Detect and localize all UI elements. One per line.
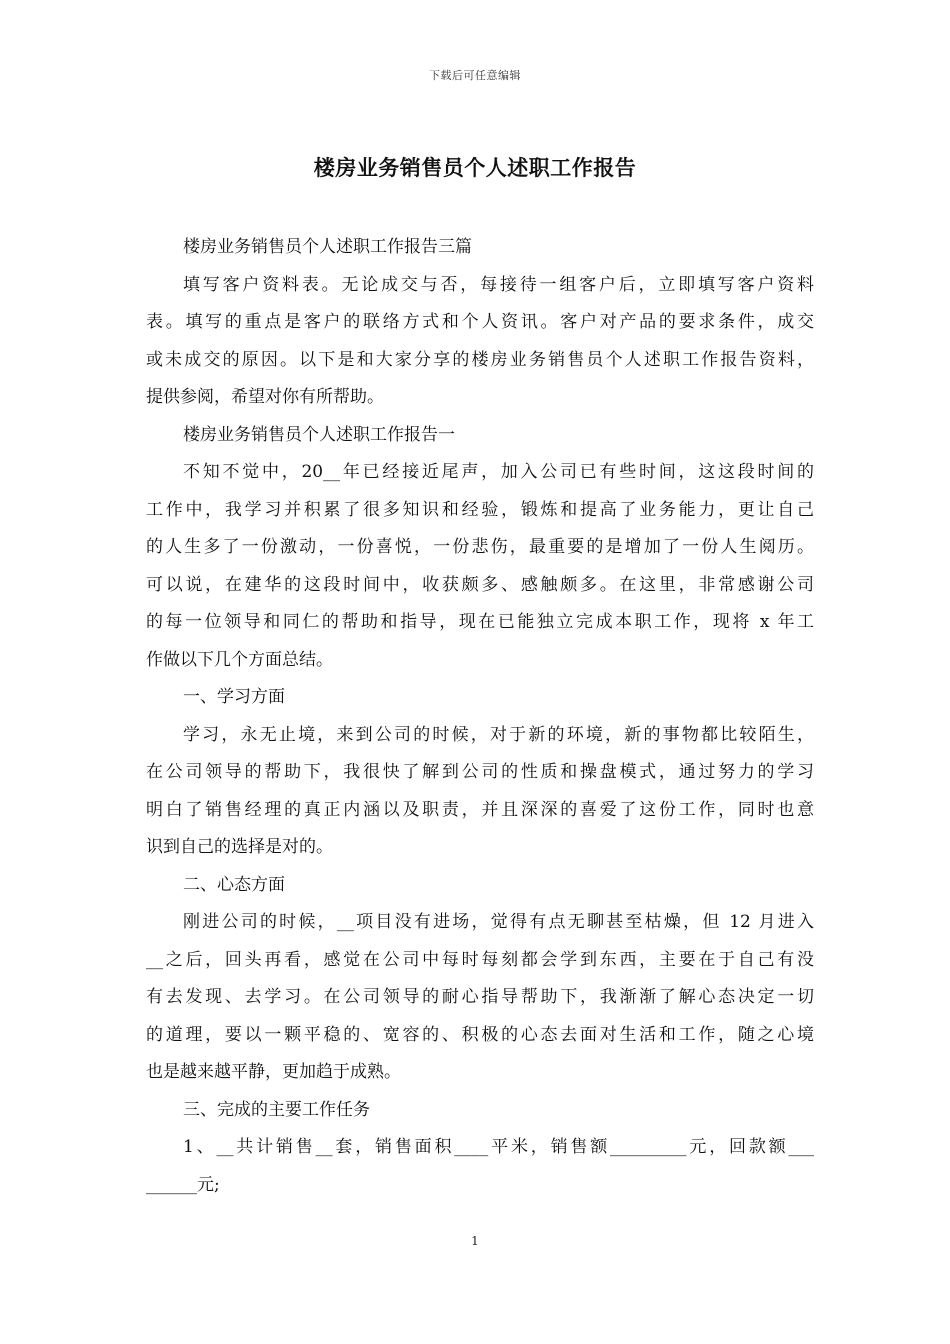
paragraph-line: 不知不觉中，20__年已经接近尾声，加入公司已有些时间，这这段时间的 (183, 462, 814, 482)
paragraph-line: 学习，永无止境，来到公司的时候，对于新的环境，新的事物都比较陌生， (183, 724, 814, 745)
paragraph-line: __之后，回头再看，感觉在公司中每时每刻都会学到东西，主要在于自己有没 (146, 949, 814, 970)
paragraph-line: 二、心态方面 (183, 874, 285, 895)
paragraph-line: 工作中，我学习并积累了很多知识和经验，锻炼和提高了业务能力，更让自己 (146, 499, 814, 520)
paragraph-line: 提供参阅，希望对你有所帮助。 (146, 387, 384, 407)
paragraph-line: 刚进公司的时候，__项目没有进场，觉得有点无聊甚至枯燥，但 12 月进入 (183, 912, 814, 932)
page-number: 1 (471, 1234, 479, 1248)
paragraph-line: 作做以下几个方面总结。 (146, 649, 333, 670)
header-note: 下载后可任意编辑 (429, 69, 521, 82)
paragraph-line: 的人生多了一份激动，一份喜悦，一份悲伤，最重要的是增加了一份人生阅历。 (146, 537, 814, 557)
paragraph-line: 识到自己的选择是对的。 (146, 837, 333, 857)
paragraph-line: 或未成交的原因。以下是和大家分享的楼房业务销售员个人述职工作报告资料， (146, 349, 814, 370)
paragraph-line: 楼房业务销售员个人述职工作报告一 (183, 424, 455, 445)
paragraph-line: 填写客户资料表。无论成交与否，每接待一组客户后，立即填写客户资料 (183, 274, 814, 295)
paragraph-line: 一、学习方面 (183, 687, 285, 707)
paragraph-line: 楼房业务销售员个人述职工作报告三篇 (183, 237, 472, 257)
paragraph-line: 也是越来越平静，更加趋于成熟。 (146, 1062, 401, 1082)
paragraph-line: 可以说，在建华的这段时间中，收获颇多、感触颇多。在这里，非常感谢公司 (146, 574, 814, 595)
paragraph-line: 的每一位领导和同仁的帮助和指导，现在已能独立完成本职工作，现将 x 年工 (146, 612, 814, 632)
document-title: 楼房业务销售员个人述职工作报告 (313, 155, 637, 180)
paragraph-line: 有去发现、去学习。在公司领导的耐心指导帮助下，我渐渐了解心态决定一切 (146, 987, 814, 1007)
document-body (146, 229, 814, 1204)
paragraph-line: 1、__共计销售__套，销售面积____平米，销售额_________元，回款额___ (183, 1137, 814, 1157)
paragraph-line: 的道理，要以一颗平稳的、宽容的、积极的心态去面对生活和工作，随之心境 (146, 1024, 814, 1045)
paragraph-line: 三、完成的主要工作任务 (183, 1099, 370, 1120)
paragraph-line: ______元; (146, 1174, 220, 1195)
paragraph-line: 明白了销售经理的真正内涵以及职责，并且深深的喜爱了这份工作，同时也意 (146, 799, 814, 820)
paragraph-line: 表。填写的重点是客户的联络方式和个人资讯。客户对产品的要求条件，成交 (146, 312, 814, 332)
paragraph-line: 在公司领导的帮助下，我很快了解到公司的性质和操盘模式，通过努力的学习 (146, 762, 814, 782)
